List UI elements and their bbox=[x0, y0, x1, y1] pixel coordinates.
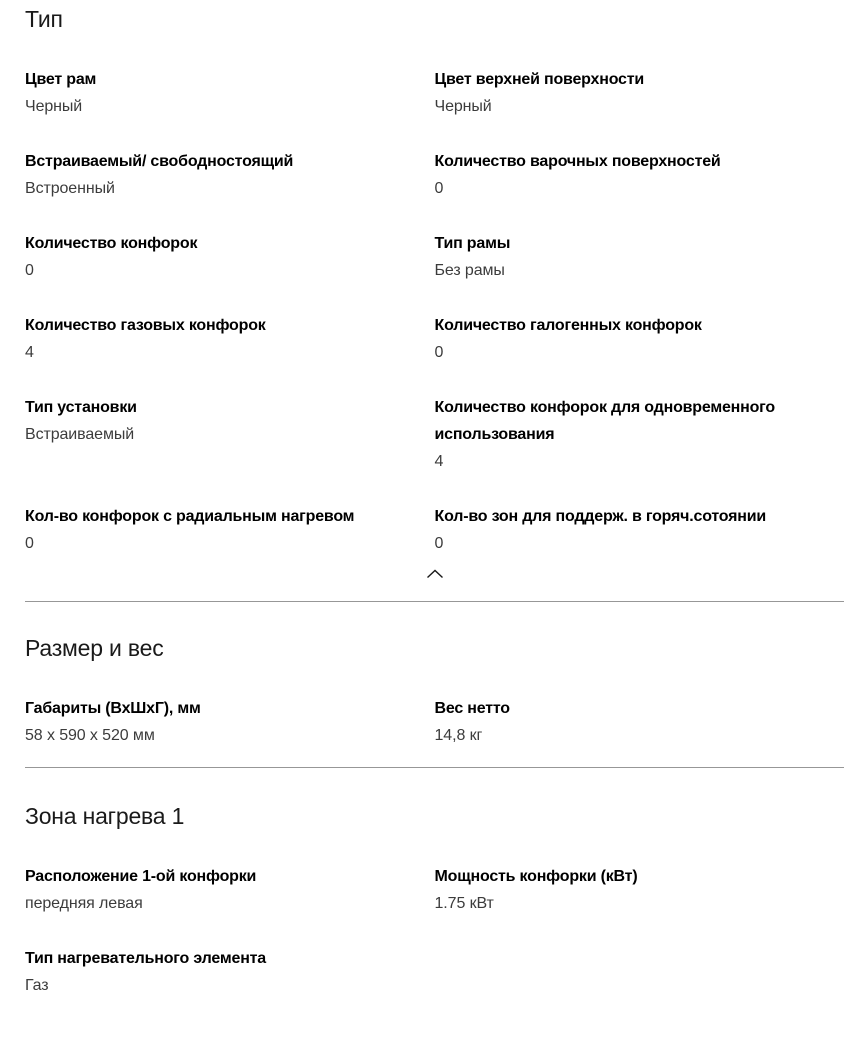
spec-value: 1.75 кВт bbox=[434, 895, 494, 912]
section-title-type: Тип bbox=[25, 6, 63, 32]
spec-item-empty bbox=[435, 945, 845, 999]
collapse-row bbox=[25, 567, 844, 581]
section-title-heating-zone-1: Зона нагрева 1 bbox=[25, 803, 185, 829]
spec-label: Цвет верхней поверхности bbox=[434, 71, 645, 88]
spec-value: 0 bbox=[25, 535, 34, 552]
spec-item bbox=[435, 695, 845, 749]
spec-item bbox=[435, 148, 845, 202]
spec-label: Количество варочных поверхностей bbox=[434, 153, 721, 170]
collapse-section-button[interactable] bbox=[426, 567, 444, 581]
spec-item bbox=[435, 863, 845, 917]
spec-grid-size-weight bbox=[25, 695, 844, 749]
spec-value: 0 bbox=[434, 535, 444, 552]
spec-item bbox=[25, 66, 435, 120]
spec-value: Без рамы bbox=[434, 262, 505, 279]
spec-item bbox=[435, 503, 845, 557]
spec-value: Черный bbox=[434, 98, 492, 115]
spec-label: Габариты (ВхШхГ), мм bbox=[25, 700, 201, 717]
spec-value: 0 bbox=[434, 180, 444, 197]
spec-item bbox=[435, 66, 845, 120]
spec-label: Встраиваемый/ свободностоящий bbox=[25, 153, 294, 170]
spec-item bbox=[25, 863, 435, 917]
spec-grid-heating-zone-1 bbox=[25, 863, 844, 999]
spec-label: Вес нетто bbox=[434, 700, 510, 717]
spec-value: 0 bbox=[25, 262, 34, 279]
spec-item bbox=[25, 695, 435, 749]
chevron-up-icon bbox=[426, 569, 444, 579]
spec-value: Встроенный bbox=[25, 180, 115, 197]
spec-label: Цвет рам bbox=[25, 71, 97, 88]
spec-label: Количество конфорок для одновременного использования bbox=[434, 399, 776, 443]
spec-label: Количество конфорок bbox=[25, 235, 198, 252]
spec-value: 0 bbox=[434, 344, 444, 361]
spec-value: Встраиваемый bbox=[25, 426, 135, 443]
section-title-size-weight: Размер и вес bbox=[25, 635, 164, 661]
spec-value: передняя левая bbox=[25, 895, 143, 912]
spec-label: Кол-во зон для поддерж. в горяч.сотоянии bbox=[434, 508, 767, 525]
spec-value: 4 bbox=[434, 453, 444, 470]
spec-label: Расположение 1-ой конфорки bbox=[25, 868, 257, 885]
spec-value: 14,8 кг bbox=[434, 727, 483, 744]
spec-item bbox=[25, 394, 435, 475]
spec-item bbox=[25, 230, 435, 284]
spec-label: Кол-во конфорок с радиальным нагревом bbox=[25, 508, 355, 525]
spec-item bbox=[25, 312, 435, 366]
section-divider bbox=[25, 601, 844, 602]
spec-label: Тип установки bbox=[25, 399, 137, 416]
spec-label: Мощность конфорки (кВт) bbox=[434, 868, 638, 885]
spec-label: Тип рамы bbox=[434, 235, 511, 252]
spec-item bbox=[25, 148, 435, 202]
spec-label: Количество галогенных конфорок bbox=[434, 317, 702, 334]
spec-value: Черный bbox=[25, 98, 83, 115]
section-divider bbox=[25, 767, 844, 768]
spec-value: 4 bbox=[25, 344, 34, 361]
spec-item bbox=[25, 503, 435, 557]
spec-value: 58 x 590 x 520 мм bbox=[25, 727, 155, 744]
spec-label: Количество газовых конфорок bbox=[25, 317, 266, 334]
spec-item bbox=[25, 945, 435, 999]
spec-label: Тип нагревательного элемента bbox=[25, 950, 266, 967]
spec-item bbox=[435, 394, 845, 475]
spec-item bbox=[435, 312, 845, 366]
spec-item bbox=[435, 230, 845, 284]
spec-value: Газ bbox=[25, 977, 49, 994]
spec-grid-type bbox=[25, 66, 844, 557]
